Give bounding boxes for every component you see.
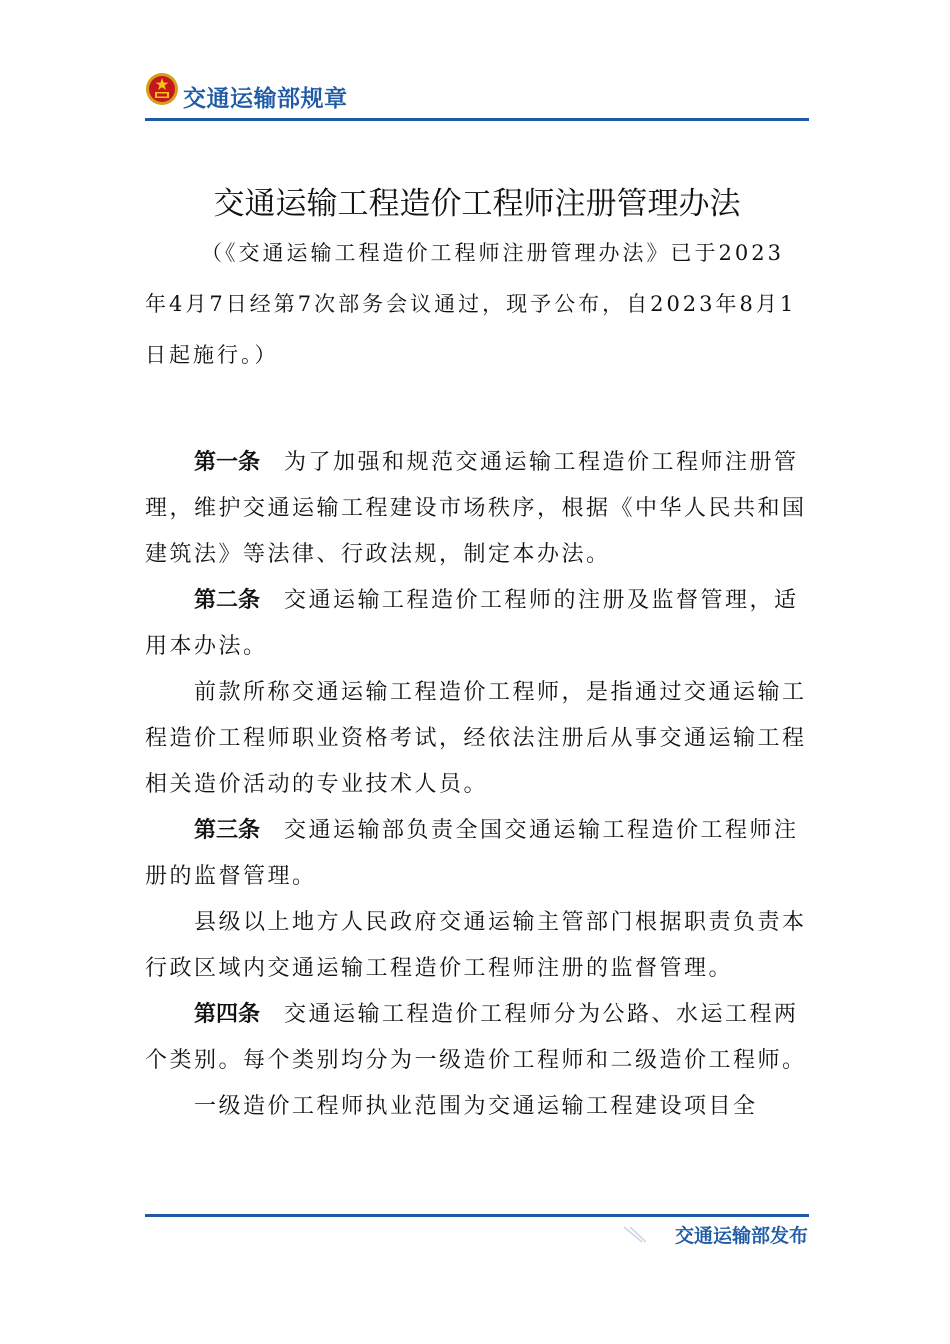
footer-publisher: 交通运输部发布 <box>674 1225 808 1247</box>
header <box>145 68 809 124</box>
header-divider <box>145 118 809 121</box>
paragraph <box>145 578 807 670</box>
article-number: 第二条 <box>194 588 261 613</box>
preface-text: （《交通运输工程造价工程师注册管理办法》已于2023年4月7日经第7次部务会议通过，现予公布，自2023年8月1日起施行。） <box>145 241 797 367</box>
paragraph <box>145 670 807 808</box>
article-number: 第一条 <box>194 450 261 475</box>
paragraph <box>145 1084 807 1130</box>
paragraph <box>145 900 807 992</box>
paragraph <box>145 992 807 1084</box>
paragraph <box>145 440 807 578</box>
footer-decoration-icon <box>622 1224 646 1244</box>
document-body <box>145 440 807 1130</box>
paragraph-text: 县级以上地方人民政府交通运输主管部门根据职责负责本行政区域内交通运输工程造价工程师注册的监督管理。 <box>145 910 807 981</box>
document-title: 交通运输工程造价工程师注册管理办法 <box>213 186 741 222</box>
paragraph-text: 为了加强和规范交通运输工程造价工程师注册管理，维护交通运输工程建设市场秩序，根据《中华人民共和国建筑法》等法律、行政法规，制定本办法。 <box>145 450 807 567</box>
document-preface <box>145 228 807 381</box>
paragraph-text: 前款所称交通运输工程造价工程师，是指通过交通运输工程造价工程师职业资格考试，经依法注册后从事交通运输工程相关造价活动的专业技术人员。 <box>145 680 807 797</box>
article-number: 第三条 <box>194 818 261 843</box>
footer-divider <box>145 1214 809 1217</box>
national-emblem-icon <box>145 72 179 106</box>
paragraph-text: 一级造价工程师执业范围为交通运输工程建设项目全 <box>194 1094 758 1119</box>
paragraph-text: 交通运输工程造价工程师分为公路、水运工程两个类别。每个类别均分为一级造价工程师和二级造价工程师。 <box>145 1002 807 1073</box>
article-number: 第四条 <box>194 1002 261 1027</box>
header-title: 交通运输部规章 <box>183 86 348 112</box>
paragraph <box>145 808 807 900</box>
paragraph-text: 交通运输工程造价工程师的注册及监督管理，适用本办法。 <box>145 588 799 659</box>
paragraph-text: 交通运输部负责全国交通运输工程造价工程师注册的监督管理。 <box>145 818 799 889</box>
